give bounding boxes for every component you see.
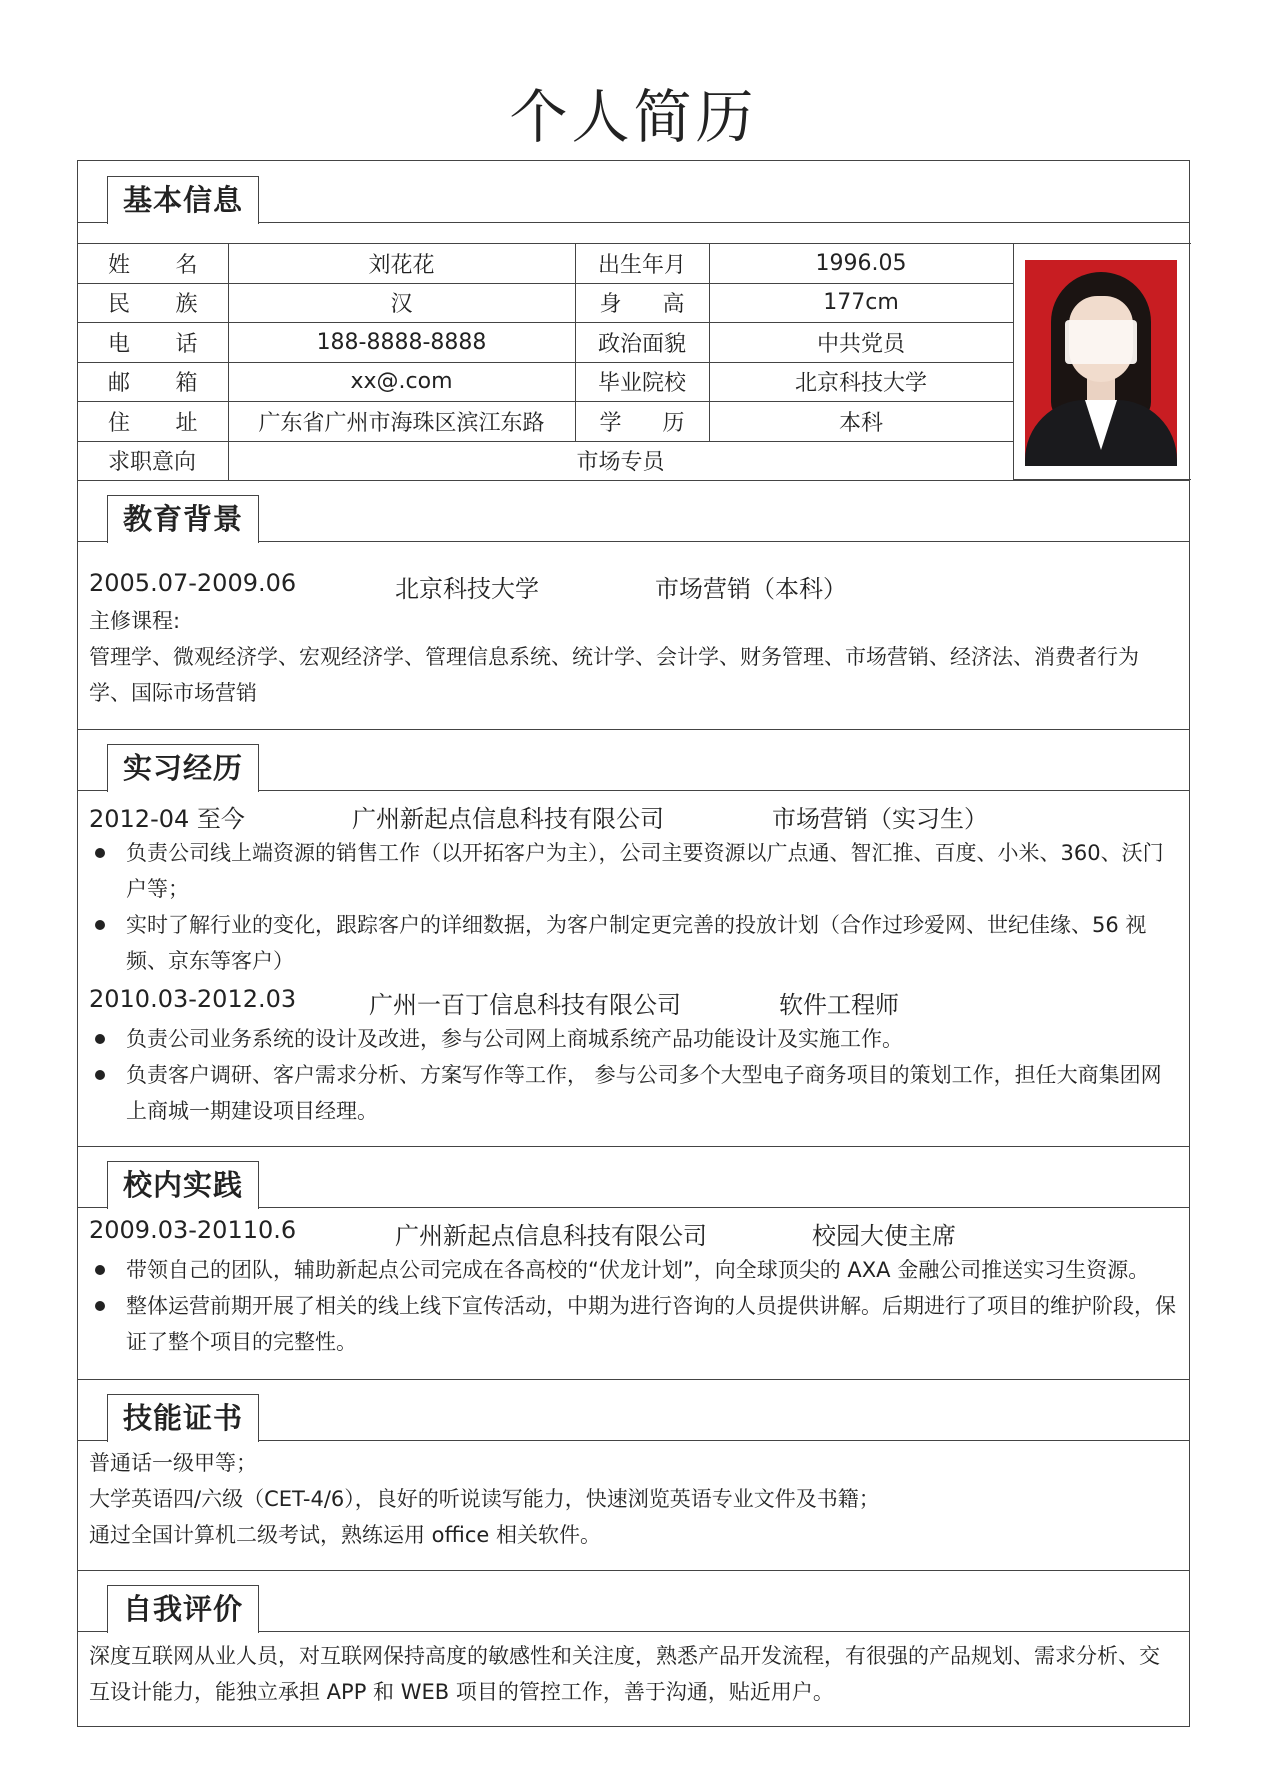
degree-label: 学历 [575, 402, 709, 442]
section-title-campus: 校内实践 [107, 1161, 259, 1209]
bullet-icon [95, 1301, 105, 1311]
intent-value: 市场专员 [228, 441, 1013, 481]
education-period: 2005.07-2009.06 [89, 569, 297, 597]
internship-2-company: 广州一百丁信息科技有限公司 [369, 991, 681, 1019]
birth-value: 1996.05 [709, 244, 1013, 284]
section-header-campus [78, 1146, 1189, 1208]
school-value: 北京科技大学 [709, 362, 1013, 402]
ethnicity-value: 汉 [228, 283, 575, 323]
email-label: 邮箱 [78, 362, 228, 402]
phone-label: 电话 [78, 323, 228, 363]
list-item: 负责公司业务系统的设计及改进，参与公司网上商城系统产品功能设计及实施工作。 [89, 1021, 1181, 1057]
list-item: 负责客户调研、客户需求分析、方案写作等工作， 参与公司多个大型电子商务项目的策划工作，担任大商集团网上商城一期建设项目经理。 [89, 1057, 1181, 1129]
email-value: xx@.com [228, 362, 575, 402]
section-title-skills: 技能证书 [107, 1394, 259, 1442]
internship-1-list [89, 835, 1181, 979]
section-header-skills [78, 1379, 1189, 1441]
ethnicity-label: 民族 [78, 283, 228, 323]
internship-1-period: 2012-04 至今 [89, 805, 245, 833]
address-value: 广东省广州市海珠区滨江东路 [228, 402, 575, 442]
page-title: 个人简历 [509, 83, 758, 151]
name-label: 姓名 [78, 244, 228, 284]
phone-value: 188-8888-8888 [228, 323, 575, 363]
skill-line-2: 大学英语四/六级（CET-4/6），良好的听说读写能力，快速浏览英语专业文件及书籍； [89, 1487, 880, 1511]
name-value: 刘花花 [228, 244, 575, 284]
photo-cell [1013, 243, 1191, 480]
skill-line-1: 普通话一级甲等； [89, 1451, 257, 1475]
list-item: 负责公司线上端资源的销售工作（以开拓客户为主），公司主要资源以广点通、智汇推、百度、小米、360、沃门户等； [89, 835, 1181, 907]
list-item: 带领自己的团队，辅助新起点公司完成在各高校的“伏龙计划”，向全球顶尖的 AXA 金融公司推送实习生资源。 [89, 1252, 1181, 1288]
section-header-education [78, 480, 1189, 542]
resume-frame [77, 160, 1190, 1727]
internship-2-role: 软件工程师 [779, 991, 899, 1019]
basic-info-table [78, 243, 1014, 481]
political-label: 政治面貌 [575, 323, 709, 363]
bullet-icon [95, 1034, 105, 1044]
campus-org: 广州新起点信息科技有限公司 [395, 1222, 707, 1250]
address-label: 住址 [78, 402, 228, 442]
political-value: 中共党员 [709, 323, 1013, 363]
internship-1-role: 市场营销（实习生） [772, 805, 988, 833]
section-header-basic [78, 161, 1189, 223]
height-label: 身高 [575, 283, 709, 323]
education-major: 市场营销（本科） [655, 575, 847, 603]
campus-role: 校园大使主席 [812, 1222, 956, 1250]
campus-period: 2009.03-20110.6 [89, 1216, 297, 1244]
height-value: 177cm [709, 283, 1013, 323]
section-header-evaluation [78, 1570, 1189, 1632]
self-evaluation: 深度互联网从业人员，对互联网保持高度的敏感性和关注度，熟悉产品开发流程，有很强的产品规划、需求分析、交互设计能力，能独立承担 APP 和 WEB 项目的管控工作，善于沟通，贴近用户。 [89, 1644, 1160, 1704]
courses-list: 管理学、微观经济学、宏观经济学、管理信息系统、统计学、会计学、财务管理、市场营销、经济法、消费者行为学、国际市场营销 [89, 645, 1139, 705]
profile-photo [1025, 260, 1177, 466]
list-item: 整体运营前期开展了相关的线上线下宣传活动，中期为进行咨询的人员提供讲解。后期进行了项目的维护阶段，保证了整个项目的完整性。 [89, 1288, 1181, 1360]
bullet-icon [95, 920, 105, 930]
skill-line-3: 通过全国计算机二级考试，熟练运用 office 相关软件。 [89, 1523, 601, 1547]
intent-label: 求职意向 [78, 441, 228, 481]
birth-label: 出生年月 [575, 244, 709, 284]
bullet-icon [95, 1265, 105, 1275]
school-label: 毕业院校 [575, 362, 709, 402]
campus-list [89, 1252, 1181, 1360]
list-item: 实时了解行业的变化，跟踪客户的详细数据，为客户制定更完善的投放计划（合作过珍爱网、世纪佳缘、56 视频、京东等客户） [89, 907, 1181, 979]
section-title-education: 教育背景 [107, 495, 259, 543]
section-title-basic: 基本信息 [107, 176, 259, 224]
internship-1-company: 广州新起点信息科技有限公司 [352, 805, 664, 833]
section-title-internship: 实习经历 [107, 744, 259, 792]
section-title-evaluation: 自我评价 [107, 1585, 259, 1633]
courses-label: 主修课程: [89, 609, 181, 633]
bullet-icon [95, 1070, 105, 1080]
bullet-icon [95, 848, 105, 858]
internship-2-list [89, 1021, 1181, 1129]
internship-2-period: 2010.03-2012.03 [89, 985, 297, 1013]
section-header-internship [78, 729, 1189, 791]
degree-value: 本科 [709, 402, 1013, 442]
education-school: 北京科技大学 [395, 575, 539, 603]
